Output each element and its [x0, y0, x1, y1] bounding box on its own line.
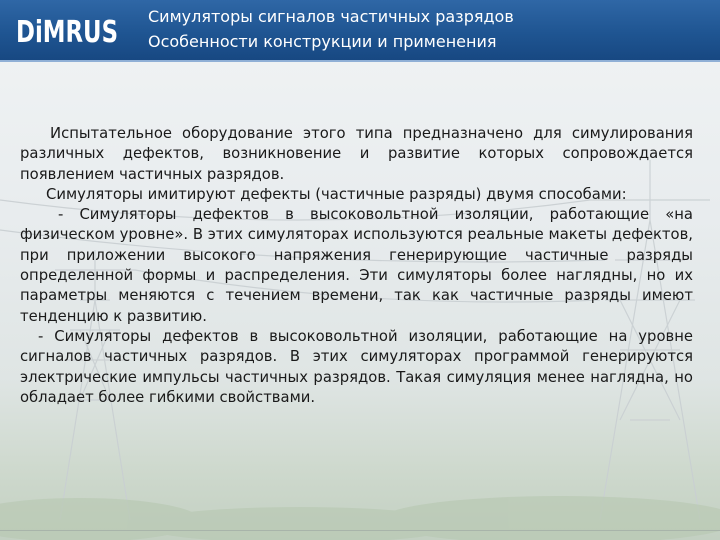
paragraph-intro: Испытательное оборудование этого типа предназначено для симулирования различных дефектов, возникновение и развитие которых сопровождается появлением частичных разрядов. — [20, 125, 693, 183]
paragraph-physical-simulators: - Симуляторы дефектов в высоковольтной изоляции, работающие «на физическом уровне». В этих симуляторах используются реальные макеты дефектов, при приложении высокого напряжения генерирующие частичные разряды определенной формы и распределения. Эти симуляторы более наглядны, но их параметры меняются с течением времени, так как частичные разряды имеют тенденцию к развитию. — [20, 206, 693, 325]
paragraph-signal-simulators: - Симуляторы дефектов в высоковольтной изоляции, работающие на уровне сигналов частичных разрядов. В этих симуляторах программой генерируются электрические импульсы частичных разрядов. Такая симуляция менее наглядна, но обладает более гибкими свойствами. — [20, 327, 693, 406]
slide-body-text — [20, 124, 693, 408]
footer-divider — [0, 530, 720, 531]
slide-titles — [148, 4, 514, 54]
logo-text: DiMRUS — [16, 15, 118, 50]
dimrus-logo-icon — [16, 10, 120, 50]
paragraph-methods: Симуляторы имитируют дефекты (частичные разряды) двумя способами: — [46, 185, 627, 203]
slide-title: Симуляторы сигналов частичных разрядов — [148, 7, 514, 26]
slide-header — [0, 0, 720, 62]
slide-subtitle: Особенности конструкции и применения — [148, 32, 497, 51]
